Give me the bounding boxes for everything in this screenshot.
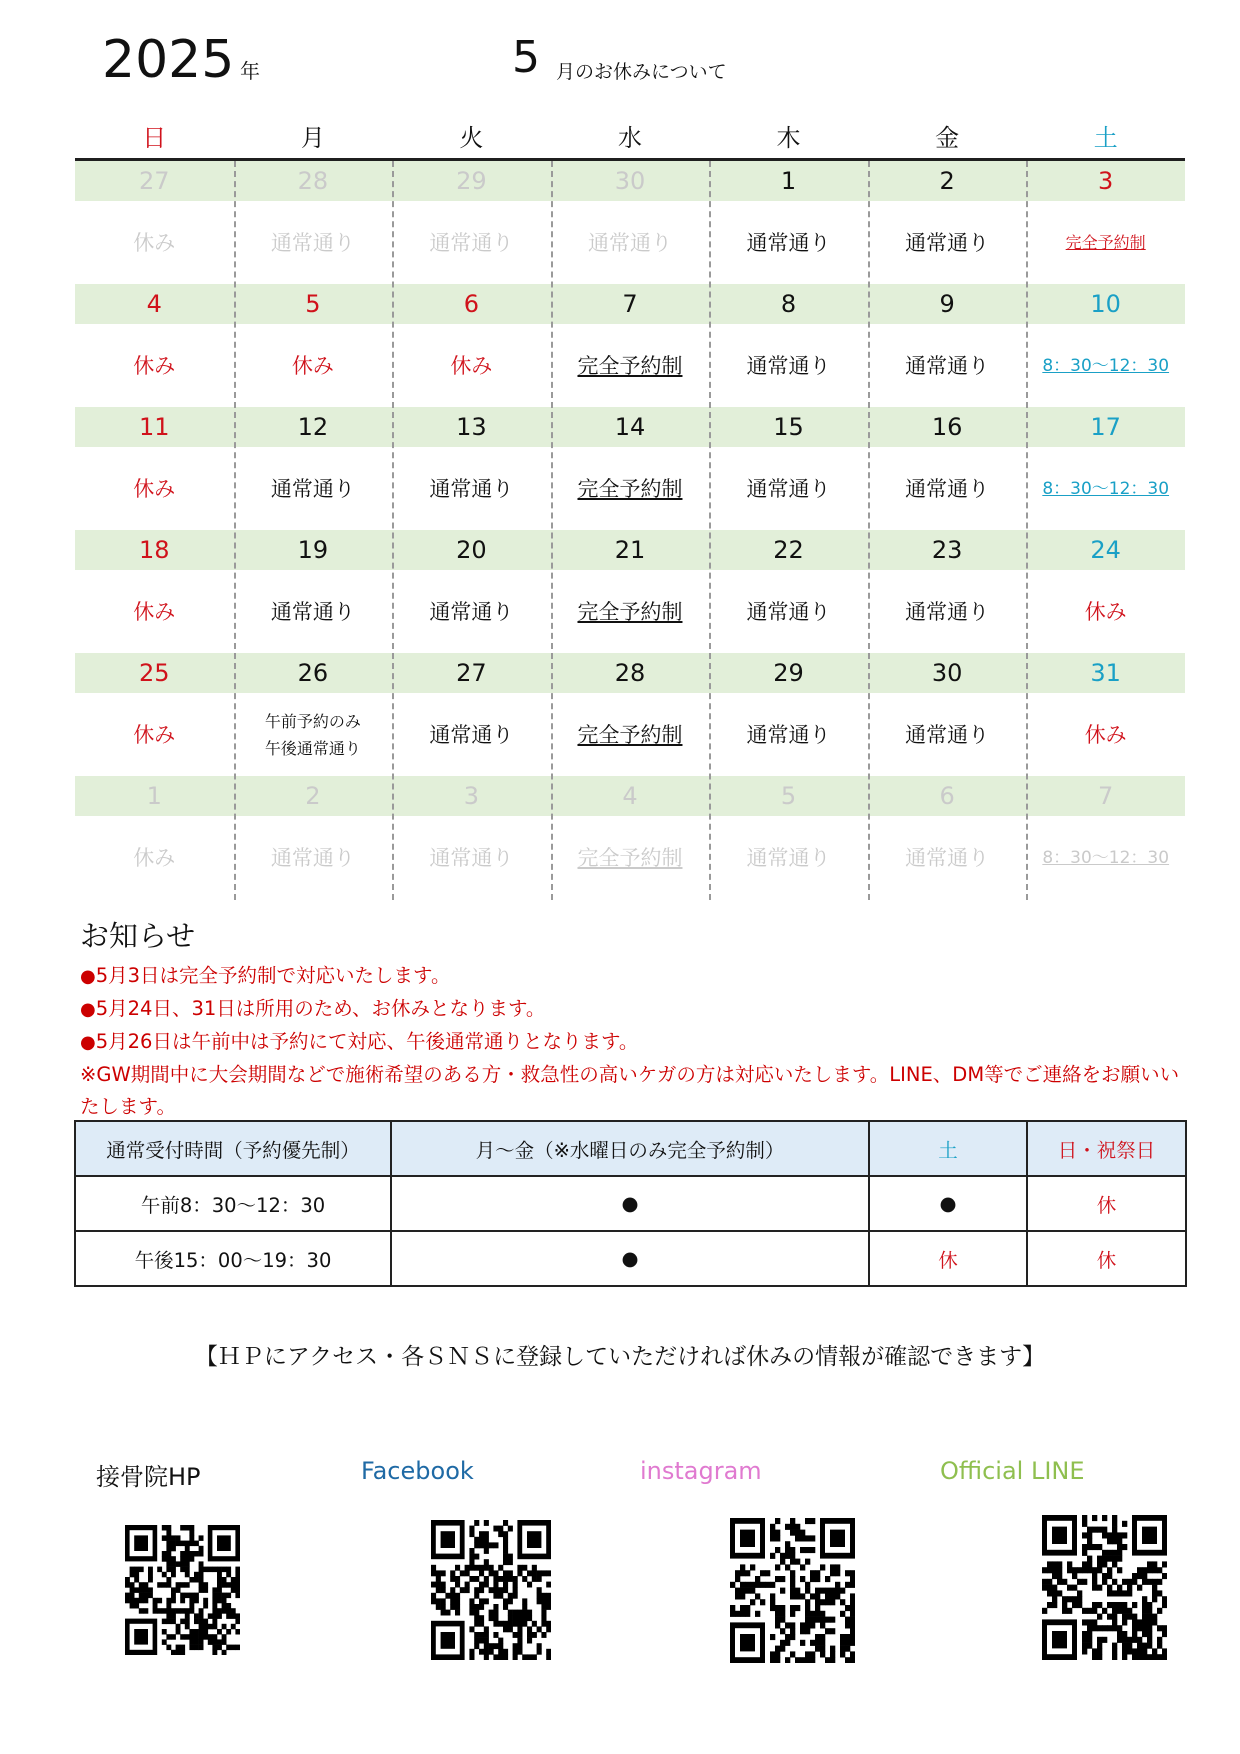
calendar-date: 22 [773, 536, 804, 564]
calendar-date: 9 [939, 290, 955, 318]
calendar-status [75, 324, 234, 407]
calendar-date: 7 [1098, 782, 1114, 810]
calendar-status [551, 324, 710, 407]
calendar-date: 11 [139, 413, 170, 441]
qr-label-instagram: instagram [640, 1457, 762, 1485]
status-text: 通常通り [429, 599, 514, 624]
calendar-status [868, 693, 1027, 776]
status-text: 通常通り [746, 845, 831, 870]
status-text: 通常通り [905, 599, 990, 624]
calendar-status [709, 693, 868, 776]
calendar-status [551, 201, 710, 284]
status-text: 休み [133, 845, 176, 870]
notice-text: 5月26日は午前中は予約にて対応、午後通常通りとなります。 [95, 1030, 639, 1053]
calendar-status [234, 324, 393, 407]
calendar-date: 20 [456, 536, 487, 564]
calendar-date: 6 [463, 290, 480, 318]
status-text: 通常通り [905, 476, 990, 501]
calendar-status [234, 570, 393, 653]
calendar-date: 17 [1090, 413, 1121, 441]
status-text: 通常通り [905, 845, 990, 870]
calendar-date: 28 [614, 659, 646, 687]
notice-text: 5月24日、31日は所用のため、お休みとなります。 [95, 997, 546, 1020]
month: 5 [512, 32, 540, 83]
weekday-sun: 日 [142, 124, 167, 152]
calendar-date: 24 [1090, 536, 1121, 564]
status-text: 休み [133, 722, 176, 747]
calendar-status [75, 693, 234, 776]
calendar-status [709, 201, 868, 284]
status-line: 午前予約のみ [264, 711, 361, 731]
hours-table [74, 1120, 1187, 1287]
status-text: 完全予約制 [577, 353, 683, 378]
calendar-date: 19 [297, 536, 329, 564]
calendar-status [75, 201, 234, 284]
calendar-status [392, 816, 551, 899]
table-cell: 午前8：30～12：30 [75, 1176, 391, 1231]
status-text: 休み [133, 476, 176, 501]
calendar-status [1026, 447, 1185, 530]
table-cell: 午後15：00～19：30 [75, 1231, 391, 1286]
notice-title: お知らせ [80, 919, 196, 953]
calendar-date: 21 [614, 536, 646, 564]
calendar-status [392, 693, 551, 776]
page-header [0, 0, 1240, 110]
status-text: 通常通り [429, 845, 514, 870]
status-text: 休み [133, 599, 176, 624]
status-text: 通常通り [746, 476, 831, 501]
qr-label-line: Official LINE [940, 1457, 1085, 1485]
sns-message: 【ＨＰにアクセス・各ＳＮＳに登録していただければ休みの情報が確認できます】 [194, 1344, 1046, 1370]
calendar-week [75, 776, 1185, 899]
table-cell: ● [391, 1176, 869, 1231]
status-text: 8：30～12：30 [1042, 847, 1170, 868]
status-text: 休み [133, 230, 176, 255]
status-text: 通常通り [905, 722, 990, 747]
notice-note: ※GW期間中に大会期間などで施術希望のある方・救急性の高いケガの方は対応いたします。LINE、DM等でご連絡をお願いいたします。 [80, 1063, 1180, 1118]
year-suffix: 年 [240, 59, 260, 83]
calendar-date: 2 [939, 167, 955, 195]
calendar-date: 13 [456, 413, 487, 441]
calendar-status [75, 570, 234, 653]
calendar-date: 2 [305, 782, 321, 810]
table-cell: 休 [1027, 1176, 1186, 1231]
table-row [75, 1231, 1186, 1286]
table-cell: ● [391, 1231, 869, 1286]
calendar-date: 29 [773, 659, 804, 687]
year: 2025 [102, 30, 235, 90]
status-text: 通常通り [429, 722, 514, 747]
status-text: 休み [450, 353, 493, 378]
calendar-date: 29 [456, 167, 487, 195]
table-header-row [75, 1121, 1186, 1176]
weekday-header-row [75, 118, 1185, 161]
status-text: 通常通り [746, 353, 831, 378]
status-text: 通常通り [270, 845, 355, 870]
calendar-status [709, 570, 868, 653]
qr-code-line-icon[interactable] [1042, 1515, 1167, 1660]
notice-text: 5月3日は完全予約制で対応いたします。 [95, 964, 451, 987]
status-text: 通常通り [270, 599, 355, 624]
calendar-status [709, 447, 868, 530]
qr-code-instagram-icon[interactable] [730, 1518, 855, 1663]
calendar-date: 26 [297, 659, 329, 687]
calendar-date: 4 [622, 782, 638, 810]
status-text: 通常通り [905, 230, 990, 255]
status-text: 休み [291, 353, 334, 378]
calendar-status [709, 816, 868, 899]
status-text: 通常通り [429, 230, 514, 255]
calendar-date: 5 [305, 290, 321, 318]
calendar-status [392, 324, 551, 407]
table-row [75, 1176, 1186, 1231]
table-cell: 休 [869, 1231, 1027, 1286]
calendar-week [75, 530, 1185, 653]
table-header: 土 [869, 1121, 1027, 1176]
calendar-date: 10 [1090, 290, 1121, 318]
column-divider [392, 161, 394, 900]
calendar-date: 31 [1090, 659, 1121, 687]
calendar-status [75, 447, 234, 530]
table-header: 月～金（※水曜日のみ完全予約制） [391, 1121, 869, 1176]
calendar-date: 7 [622, 290, 638, 318]
calendar-status [75, 816, 234, 899]
calendar-status [1026, 816, 1185, 899]
bullet-icon: ● [80, 966, 96, 987]
status-text: 通常通り [746, 722, 831, 747]
column-divider [551, 161, 553, 900]
calendar-status [234, 693, 393, 776]
status-text: 完全予約制 [577, 476, 683, 501]
bullet-icon: ● [80, 999, 96, 1020]
column-divider [709, 161, 711, 900]
calendar-week [75, 284, 1185, 407]
table-cell: ● [869, 1176, 1027, 1231]
column-divider [234, 161, 236, 900]
notice-item [80, 993, 1180, 1026]
calendar-status [868, 324, 1027, 407]
status-text: 8：30～12：30 [1042, 478, 1170, 499]
calendar-date: 28 [297, 167, 329, 195]
status-line: 午後通常通り [264, 738, 361, 758]
page-title: 月のお休みについて [556, 61, 727, 83]
status-text: 通常通り [905, 353, 990, 378]
calendar-status [868, 570, 1027, 653]
calendar-date: 6 [939, 782, 955, 810]
calendar-status [868, 447, 1027, 530]
calendar-status [1026, 324, 1185, 407]
calendar-date: 18 [139, 536, 170, 564]
column-divider [1026, 161, 1028, 900]
status-text: 休み [1084, 722, 1127, 747]
calendar-date: 1 [780, 167, 797, 195]
calendar-date: 8 [780, 290, 797, 318]
weekday-sat: 土 [1093, 124, 1118, 152]
calendar-status [551, 816, 710, 899]
column-divider [868, 161, 870, 900]
status-text: 8：30～12：30 [1042, 355, 1170, 376]
notice-list [80, 960, 1180, 1123]
qr-code-facebook-icon[interactable] [431, 1520, 551, 1660]
notice-item [80, 960, 1180, 993]
qr-code-hp-icon[interactable] [125, 1525, 240, 1655]
calendar-date: 30 [614, 167, 646, 195]
calendar-week [75, 407, 1185, 530]
calendar-status [868, 816, 1027, 899]
calendar-date: 12 [297, 413, 329, 441]
calendar-date: 5 [780, 782, 797, 810]
table-cell: 休 [1027, 1231, 1186, 1286]
calendar-status [1026, 570, 1185, 653]
status-text: 完全予約制 [577, 599, 683, 624]
calendar-date: 3 [463, 782, 480, 810]
status-text: 通常通り [587, 230, 672, 255]
calendar-date: 4 [146, 290, 162, 318]
weekday-mon: 月 [300, 124, 325, 152]
calendar-status [551, 447, 710, 530]
bullet-icon: ● [80, 1032, 96, 1053]
calendar-status [234, 201, 393, 284]
calendar [75, 118, 1185, 900]
status-text: 通常通り [429, 476, 514, 501]
calendar-week [75, 161, 1185, 284]
calendar-status [551, 693, 710, 776]
calendar-status [1026, 693, 1185, 776]
calendar-date: 15 [773, 413, 804, 441]
status-text: 完全予約制 [577, 722, 683, 747]
calendar-status [234, 447, 393, 530]
calendar-date: 23 [931, 536, 963, 564]
weekday-wed: 水 [617, 124, 642, 152]
calendar-status [392, 570, 551, 653]
status-text: 完全予約制 [1065, 232, 1146, 252]
weekday-tue: 火 [459, 124, 484, 152]
table-header: 日・祝祭日 [1027, 1121, 1186, 1176]
status-text: 通常通り [746, 599, 831, 624]
status-text: 休み [1084, 599, 1127, 624]
calendar-date: 3 [1098, 167, 1114, 195]
calendar-status [392, 447, 551, 530]
status-text: 通常通り [270, 230, 355, 255]
status-text: 完全予約制 [577, 845, 683, 870]
status-text: 通常通り [746, 230, 831, 255]
calendar-date: 1 [146, 782, 162, 810]
calendar-status [392, 201, 551, 284]
status-text: 通常通り [270, 476, 355, 501]
table-header: 通常受付時間（予約優先制） [75, 1121, 391, 1176]
calendar-status [709, 324, 868, 407]
qr-label-facebook: Facebook [361, 1457, 474, 1485]
weekday-thu: 木 [776, 124, 801, 152]
notice-item [80, 1026, 1180, 1059]
calendar-date: 27 [139, 167, 170, 195]
weekday-fri: 金 [935, 124, 960, 152]
qr-label-hp: 接骨院HP [96, 1463, 201, 1491]
calendar-date: 16 [931, 413, 963, 441]
calendar-status [1026, 201, 1185, 284]
calendar-date: 30 [931, 659, 963, 687]
status-text: 休み [133, 353, 176, 378]
calendar-date: 14 [614, 413, 646, 441]
calendar-date: 27 [456, 659, 487, 687]
calendar-date: 25 [139, 659, 170, 687]
calendar-status [868, 201, 1027, 284]
calendar-status [551, 570, 710, 653]
calendar-week [75, 653, 1185, 776]
calendar-status [234, 816, 393, 899]
